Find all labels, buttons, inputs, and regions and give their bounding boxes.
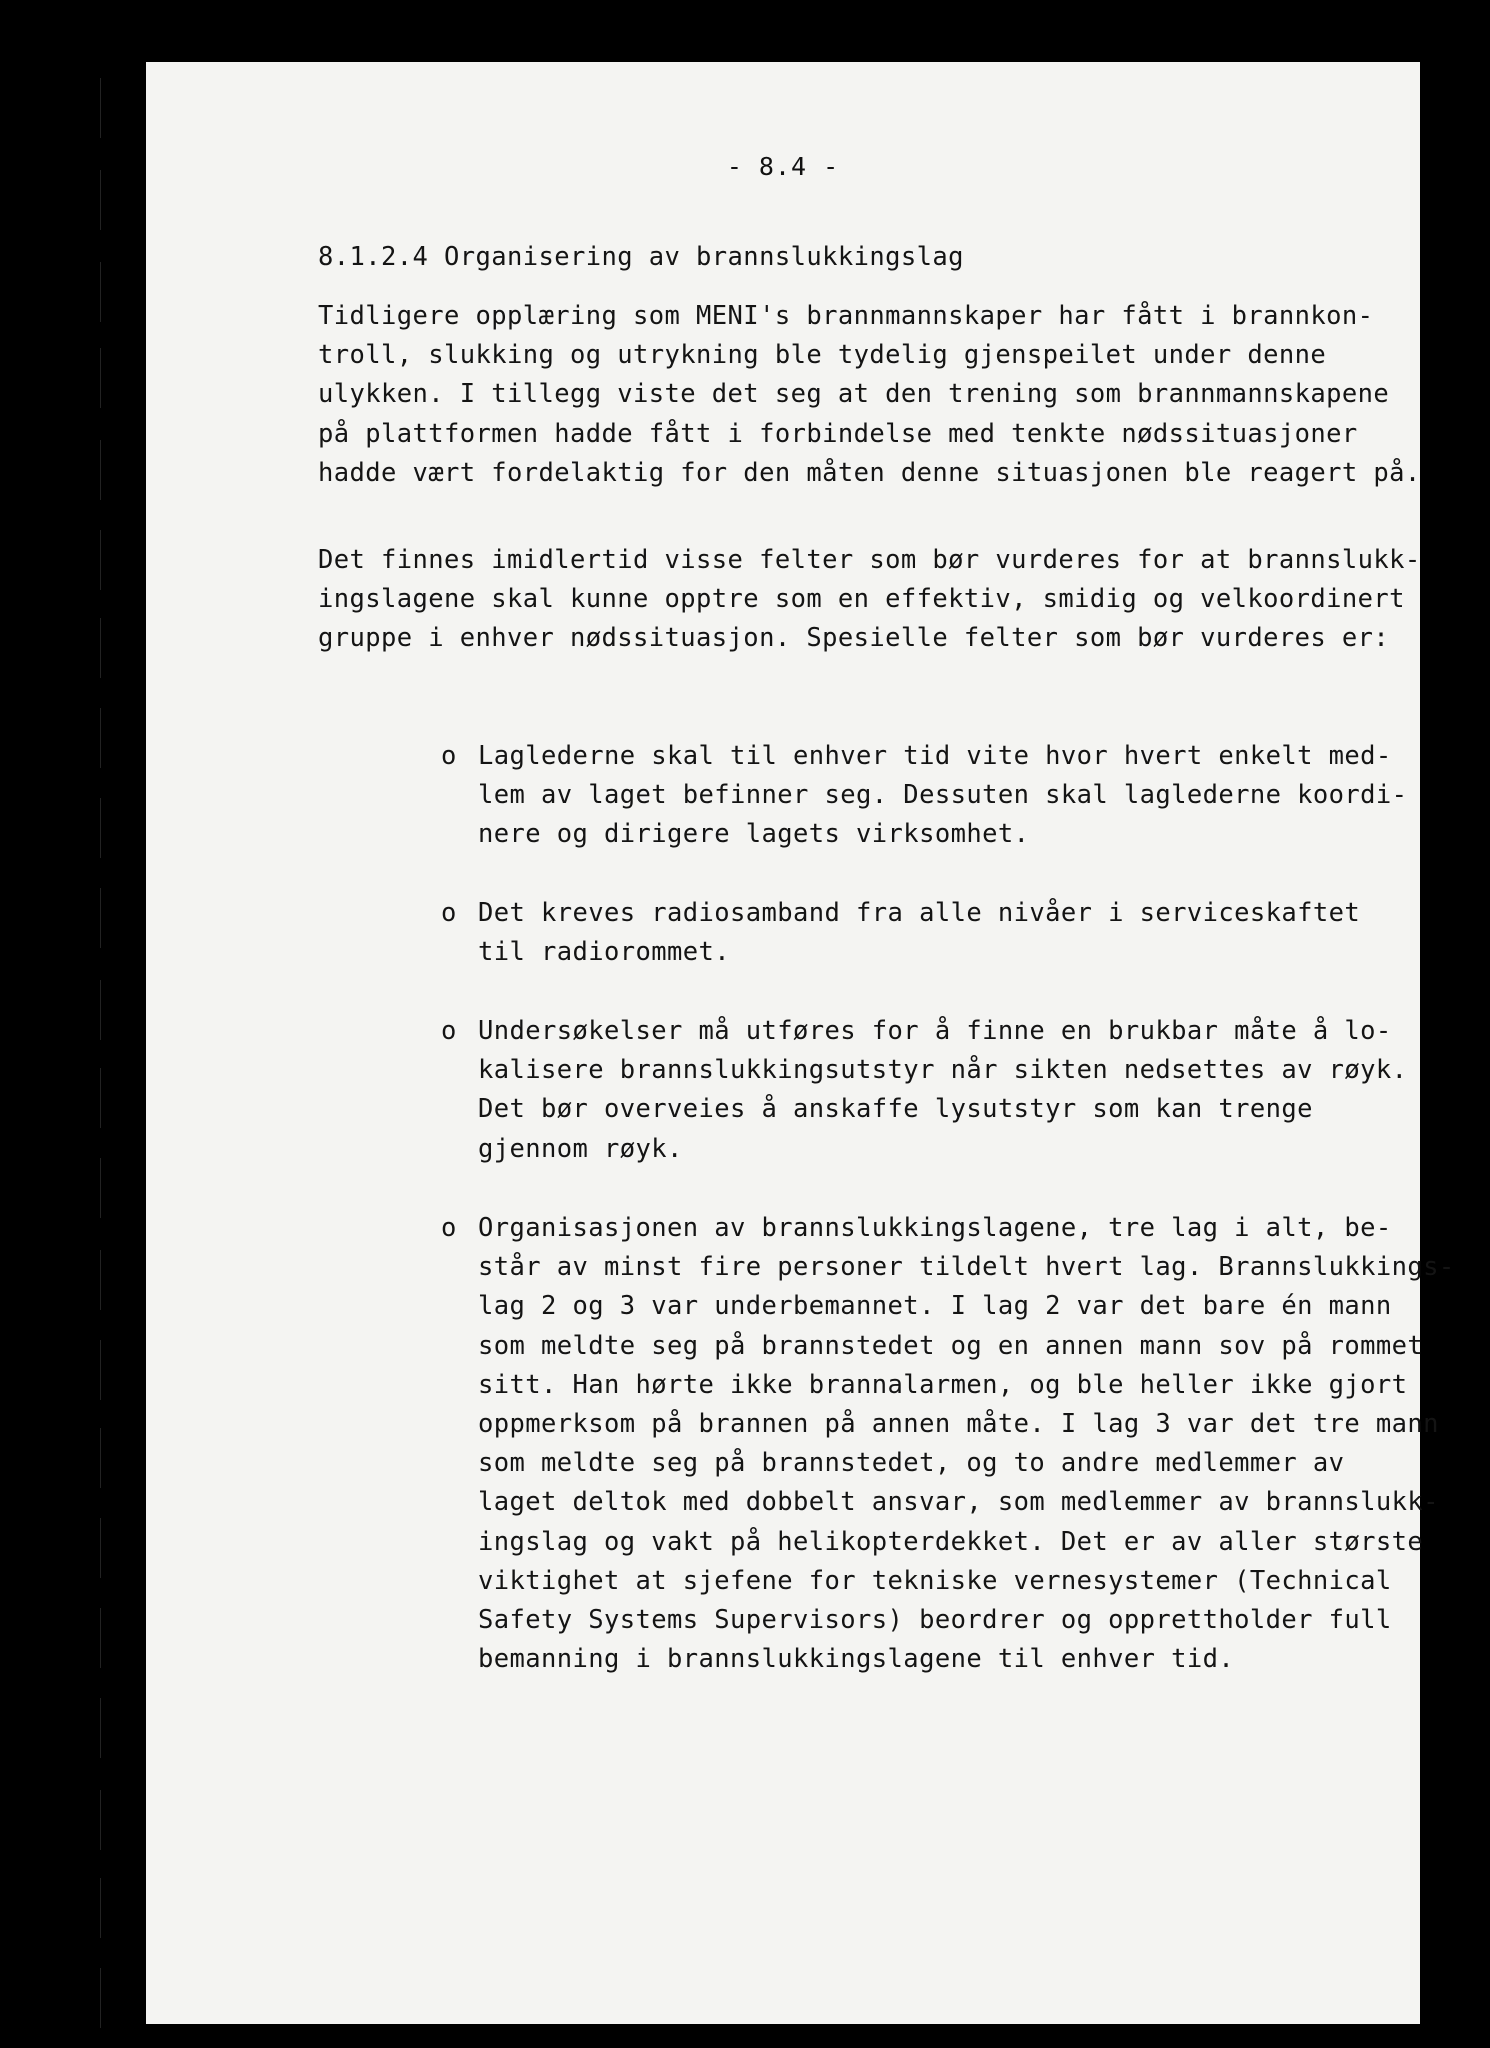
binding-hole (100, 1968, 123, 2028)
bullet-marker: o (441, 741, 457, 771)
page-number: - 8.4 - (726, 152, 840, 181)
binding-hole (100, 1878, 123, 1938)
bullet-item-2: Det kreves radiosamband fra alle nivåer i serviceskaftet til radiorommet. (478, 898, 1361, 968)
binding-hole (100, 888, 123, 948)
binding-hole (100, 980, 123, 1040)
binding-hole (100, 530, 123, 590)
binding-holes-strip (100, 78, 124, 2038)
bullet-marker: o (441, 1213, 457, 1243)
binding-hole (100, 440, 123, 500)
binding-hole (100, 170, 123, 230)
bullet-item-4: Organisasjonen av brannslukkingslagene, tre lag i alt, be- står av minst fire personer tildelt hvert lag. Brannslukkings- lag 2 og 3 var underbemannet. I lag 2 var det bare én mann som meldte seg på brannstedet og en annen mann sov på rommet sitt. Han hørte ikke brannalarmen, og ble heller ikke gjort oppmerksom på brannen på annen måte. I lag 3 var det tre mann som meldte seg på brannstedet, og to andre medlemmer av laget deltok med dobbelt ansvar, som medlemmer av brannslukk- ingslag og vakt på helikopterdekket. Det er av aller største viktighet at sjefene for tekniske vernesystemer (Technical Safety Systems Supervisors) beordrer og opprettholder full bemanning i brannslukkingslagene til enhver tid. (478, 1213, 1455, 1675)
binding-hole (100, 618, 123, 678)
binding-hole (100, 708, 123, 768)
binding-hole (100, 262, 123, 322)
bullet-marker: o (441, 898, 457, 928)
binding-hole (100, 348, 123, 408)
binding-hole (100, 1428, 123, 1488)
bullet-marker: o (441, 1016, 457, 1046)
paragraph-2: Det finnes imidlertid visse felter som bør vurderes for at brannslukk- ingslagene skal kunne opptre som en effektiv, smidig og velkoordinert gruppe i enhver nødssituasjon. Spesielle felter som bør vurderes er: (318, 545, 1421, 654)
binding-hole (100, 1068, 123, 1128)
document-page (146, 62, 1455, 2024)
binding-hole (100, 1698, 123, 1758)
section-heading: 8.1.2.4 Organisering av brannslukkingslag (318, 242, 964, 272)
binding-hole (100, 1790, 123, 1850)
binding-hole (100, 1518, 123, 1578)
binding-hole (100, 1250, 123, 1310)
paragraph-1: Tidligere opplæring som MENI's brannmannskaper har fått i brannkon- troll, slukking og utrykning ble tydelig gjenspeilet under denne ulykken. I tillegg viste det seg at den trening som brannmannskapene på plattformen hadde fått i forbindelse med tenkte nødssituasjoner hadde vært fordelaktig for den måten denne situasjonen ble reagert på. (318, 301, 1421, 488)
binding-hole (100, 798, 123, 858)
bullet-item-1: Laglederne skal til enhver tid vite hvor hvert enkelt med- lem av laget befinner seg. Dessuten skal laglederne koordi- nere og dirigere lagets virksomhet. (478, 741, 1408, 850)
bullet-item-3: Undersøkelser må utføres for å finne en brukbar måte å lo- kalisere brannslukkingsutstyr når sikten nedsettes av røyk. Det bør overveies å anskaffe lysutstyr som kan trenge gjennom røyk. (478, 1016, 1408, 1164)
binding-hole (100, 78, 123, 138)
binding-hole (100, 1608, 123, 1668)
binding-hole (100, 1158, 123, 1218)
binding-hole (100, 1340, 123, 1400)
